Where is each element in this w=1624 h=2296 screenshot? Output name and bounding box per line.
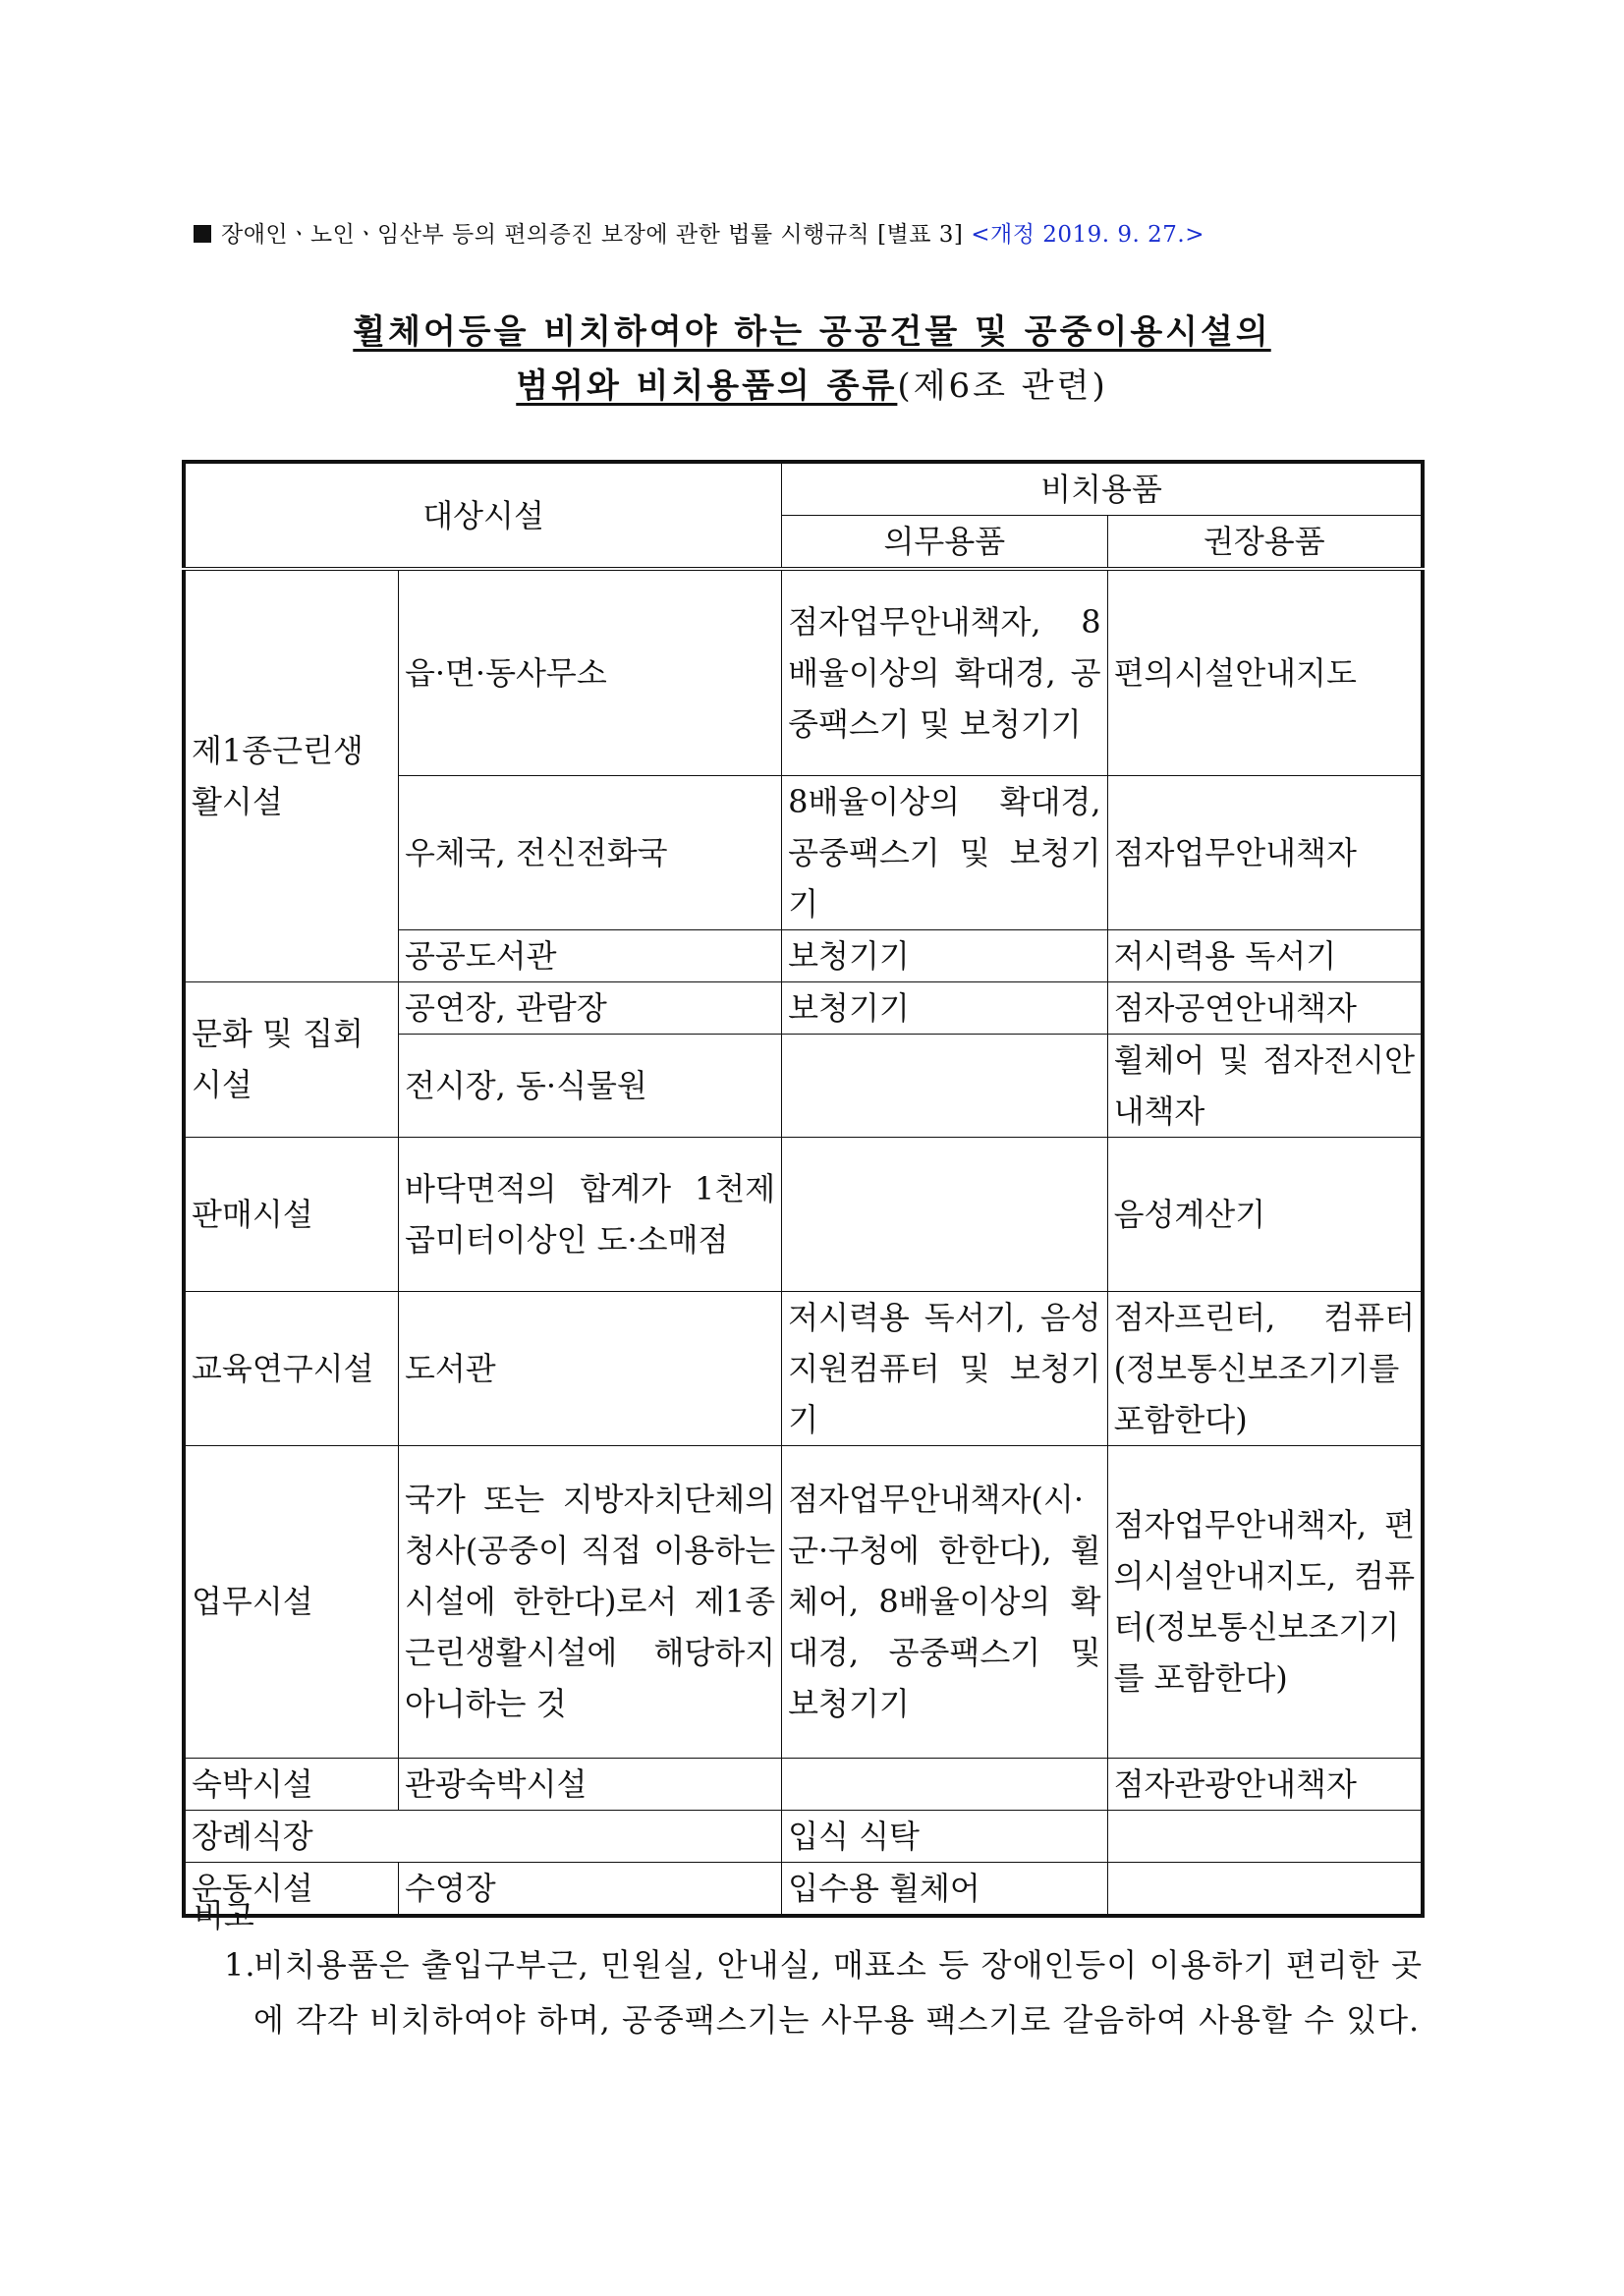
title-line2-text: 범위와 비치용품의 종류 [516, 366, 898, 406]
recommended-cell [1107, 1862, 1423, 1916]
facility-cell: 읍·면·동사무소 [398, 569, 781, 775]
recommended-cell: 점자업무안내책자, 편의시설안내지도, 컴퓨터(정보통신보조기기를 포함한다) [1107, 1445, 1423, 1758]
notes-title: 비고 [194, 1897, 254, 1934]
table-row [184, 1445, 1423, 1758]
document-title-line1 [0, 305, 1624, 353]
amendment-date: <개정 2019. 9. 27.> [971, 222, 1204, 248]
mandatory-cell: 입수용 휠체어 [782, 1862, 1107, 1916]
facility-cell: 국가 또는 지방자치단체의 청사(공중이 직접 이용하는 시설에 한한다)로서 제1종 근린생활시설에 해당하지 아니하는 것 [398, 1445, 781, 1758]
square-bullet-icon [194, 225, 211, 243]
recommended-cell: 음성계산기 [1107, 1137, 1423, 1291]
facility-cell: 우체국, 전신전화국 [398, 775, 781, 929]
header-text: 장애인ㆍ노인ㆍ임산부 등의 편의증진 보장에 관한 법률 시행규칙 [별표 3] [221, 222, 972, 248]
recommended-cell: 저시력용 독서기 [1107, 929, 1423, 981]
group-cell: 숙박시설 [184, 1758, 398, 1810]
mandatory-cell: 점자업무안내책자(시·군·구청에 한한다), 휠체어, 8배율이상의 확대경, 공중팩스기 및 보청기기 [782, 1445, 1107, 1758]
mandatory-cell: 점자업무안내책자, 8배율이상의 확대경, 공중팩스기 및 보청기기 [782, 569, 1107, 775]
facilities-table [182, 460, 1425, 1918]
facility-cell: 공공도서관 [398, 929, 781, 981]
mandatory-cell: 보청기기 [782, 981, 1107, 1034]
table-row [184, 981, 1423, 1034]
mandatory-cell: 8배율이상의 확대경, 공중팩스기 및 보청기기 [782, 775, 1107, 929]
mandatory-cell: 보청기기 [782, 929, 1107, 981]
header-mandatory: 의무용품 [782, 516, 1107, 570]
table-row [184, 1758, 1423, 1810]
recommended-cell: 휠체어 및 점자전시안내책자 [1107, 1034, 1423, 1137]
header-items: 비치용품 [782, 462, 1423, 516]
header-facility: 대상시설 [184, 462, 782, 569]
title-article-ref: (제6조 관련) [897, 366, 1108, 406]
recommended-cell [1107, 1810, 1423, 1862]
facility-cell: 관광숙박시설 [398, 1758, 781, 1810]
group-cell: 교육연구시설 [184, 1291, 398, 1445]
recommended-cell: 점자관광안내책자 [1107, 1758, 1423, 1810]
table-row [184, 1291, 1423, 1445]
table-row [184, 1810, 1423, 1862]
mandatory-cell: 입식 식탁 [782, 1810, 1107, 1862]
note-item [224, 1937, 1423, 2047]
note-number: 1. [224, 1946, 256, 1984]
mandatory-cell [782, 1137, 1107, 1291]
mandatory-cell [782, 1758, 1107, 1810]
group-cell: 판매시설 [184, 1137, 398, 1291]
recommended-cell: 점자공연안내책자 [1107, 981, 1423, 1034]
mandatory-cell: 저시력용 독서기, 음성지원컴퓨터 및 보청기기 [782, 1291, 1107, 1445]
group-cell: 운동시설 [184, 1862, 398, 1916]
facility-cell: 수영장 [398, 1862, 781, 1916]
facility-cell: 전시장, 동·식물원 [398, 1034, 781, 1137]
facility-cell: 도서관 [398, 1291, 781, 1445]
group-cell: 제1종근린생활시설 [184, 569, 398, 981]
facility-cell: 바닥면적의 합계가 1천제곱미터이상인 도·소매점 [398, 1137, 781, 1291]
table-row [184, 1137, 1423, 1291]
recommended-cell: 점자업무안내책자 [1107, 775, 1423, 929]
table-row [184, 1862, 1423, 1916]
header-recommended: 권장용품 [1107, 516, 1423, 570]
mandatory-cell [782, 1034, 1107, 1137]
title-line1-text: 휠체어등을 비치하여야 하는 공공건물 및 공중이용시설의 [353, 312, 1271, 352]
recommended-cell: 점자프린터, 컴퓨터(정보통신보조기기를 포함한다) [1107, 1291, 1423, 1445]
note-text: 비치용품은 출입구부근, 민원실, 안내실, 매표소 등 장애인등이 이용하기 편리한 곳에 각각 비치하여야 하며, 공중팩스기는 사무용 팩스기로 갈음하여 사용할 수 있다. [253, 1946, 1423, 2039]
group-cell: 장례식장 [184, 1810, 782, 1862]
group-cell: 업무시설 [184, 1445, 398, 1758]
table-row [184, 569, 1423, 775]
recommended-cell: 편의시설안내지도 [1107, 569, 1423, 775]
facility-cell: 공연장, 관람장 [398, 981, 781, 1034]
header-line [194, 216, 1471, 249]
document-title-line2 [0, 359, 1624, 407]
group-cell: 문화 및 집회시설 [184, 981, 398, 1137]
